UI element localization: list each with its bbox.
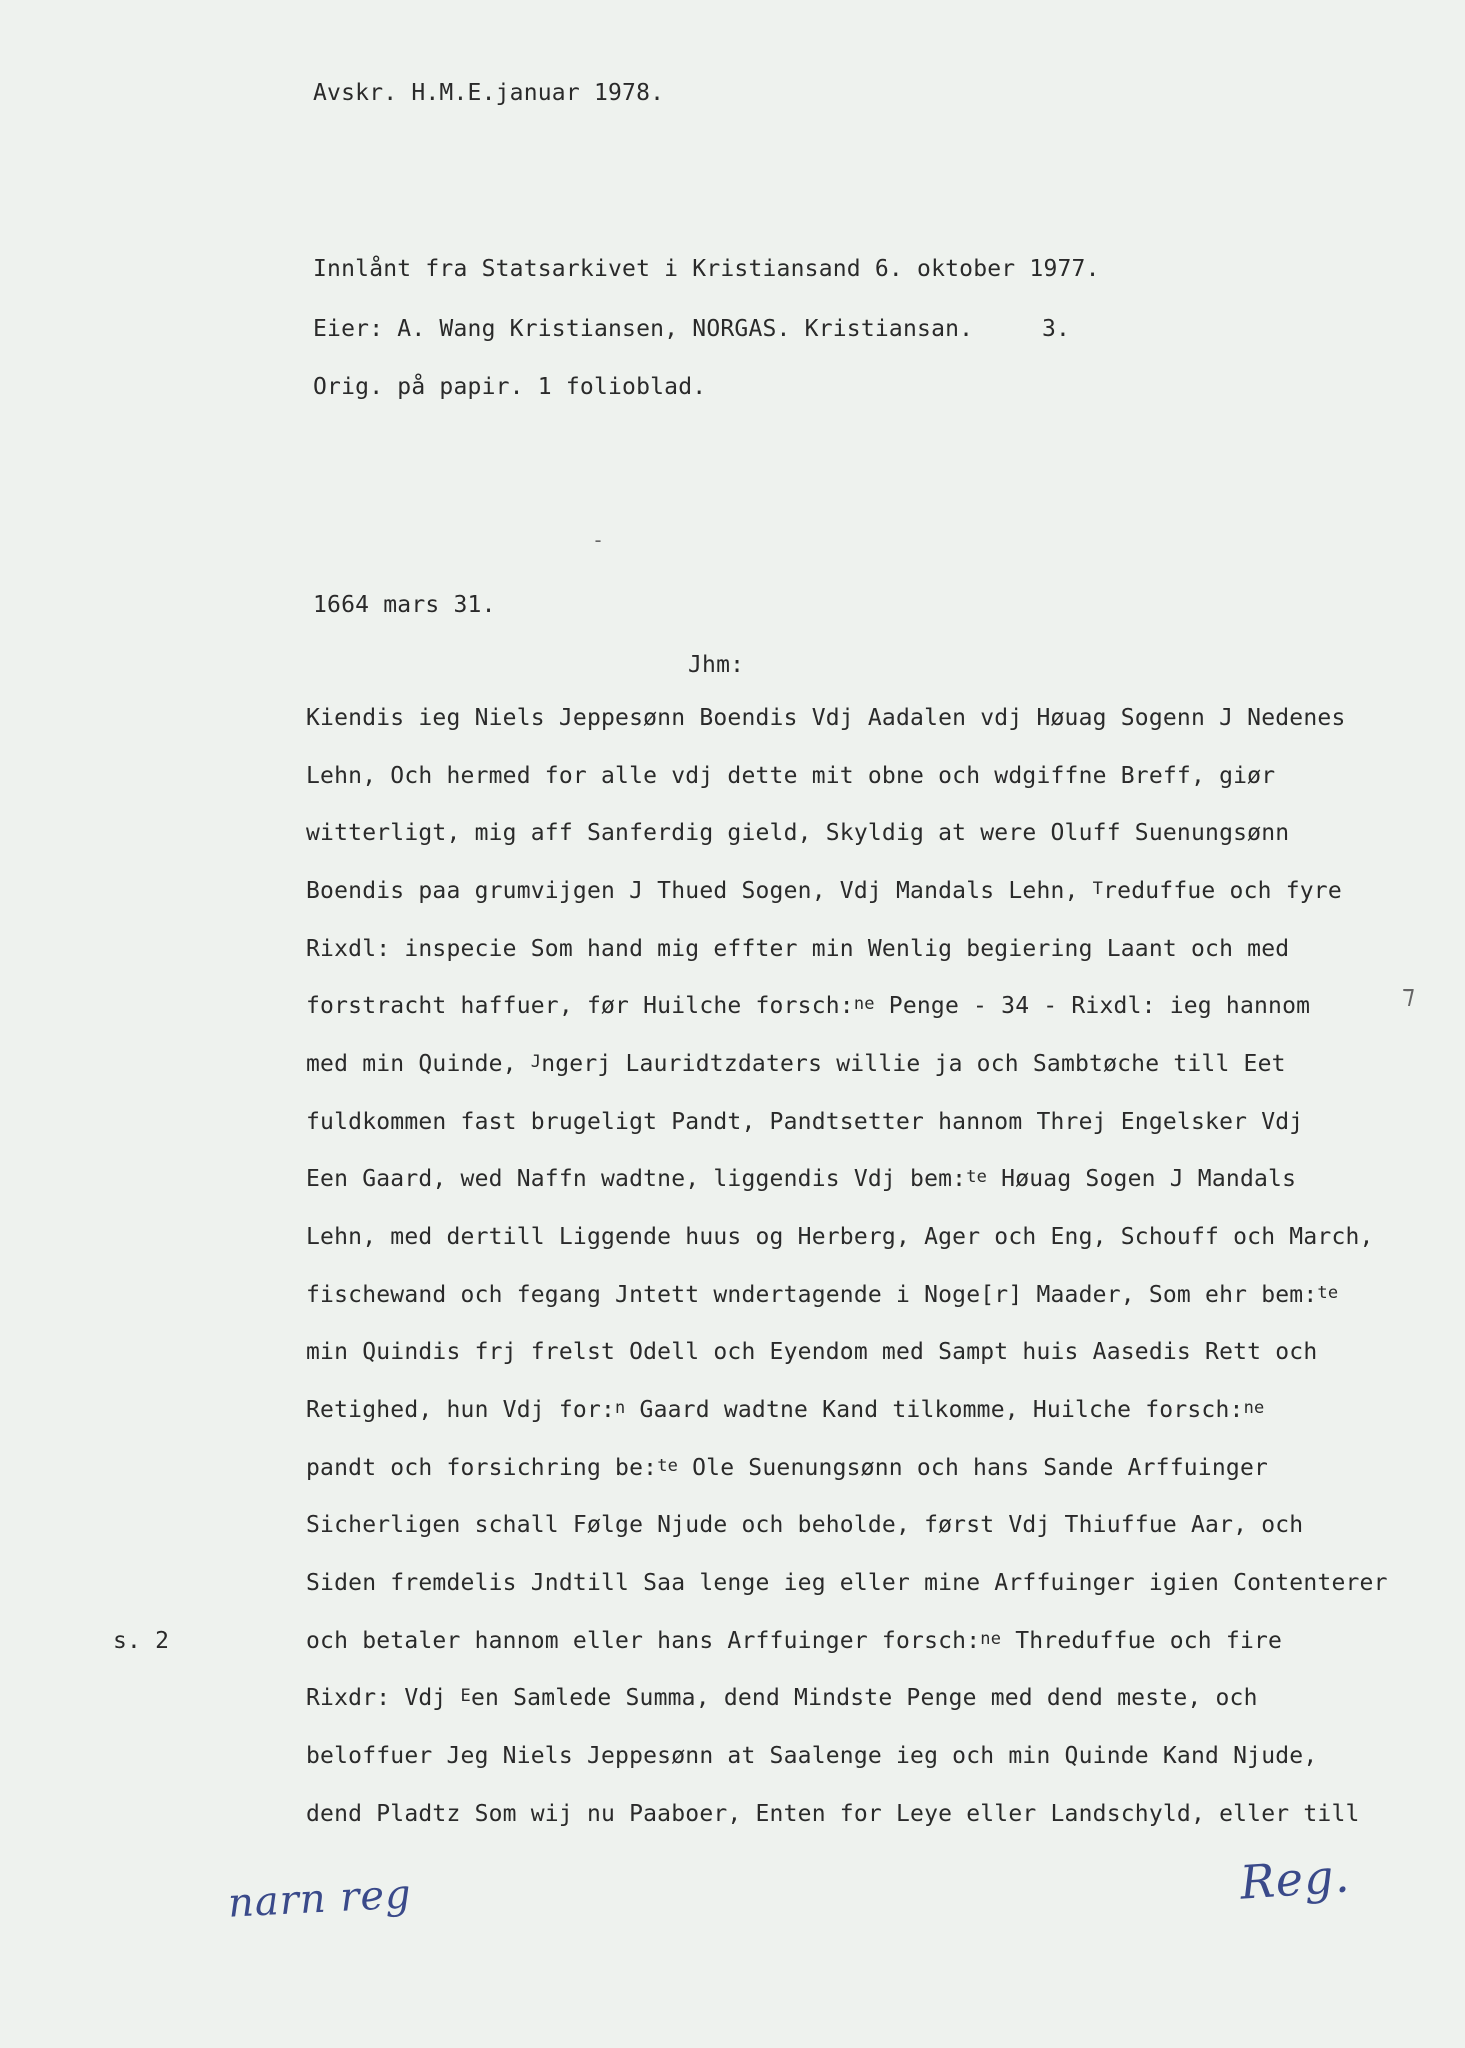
- invocation: Jhm:: [688, 652, 745, 678]
- text-line-8: fuldkommen fast brugeligt Pandt, Pandtsetter hannom Threj Engelsker Vdj: [306, 1109, 1304, 1135]
- superscript: E: [460, 1686, 471, 1706]
- superscript: T: [1092, 879, 1104, 899]
- text-line-1: Kiendis ieg Niels Jeppesønn Boendis Vdj Aadalen vdj Høuag Sogenn J Nedenes: [306, 705, 1346, 731]
- text-line-10: Lehn, med dertill Liggende huus og Herberg, Ager och Eng, Schouff och March,: [306, 1224, 1374, 1250]
- margin-mark: ⁊: [1402, 980, 1415, 1010]
- superscript: te: [657, 1456, 679, 1476]
- text-line-6: forstracht haffuer, før Huilche forsch:$^{ne}$ Penge - 34 - Rixdl: ieg hannom: [306, 993, 1311, 1019]
- text-line-19: beloffuer Jeg Niels Jeppesønn at Saalenge ieg och min Quinde Kand Njude,: [306, 1743, 1318, 1769]
- superscript: te: [1317, 1283, 1339, 1303]
- text-line-16: Siden fremdelis Jndtill Saa lenge ieg eller mine Arffuinger igien Contenterer: [306, 1570, 1388, 1596]
- superscript: te: [966, 1167, 988, 1187]
- text-line-9: Een Gaard, wed Naffn wadtne, liggendis Vdj bem:$^{te}$ Høuag Sogen J Mandals: [306, 1166, 1297, 1192]
- superscript: ne: [853, 994, 875, 1014]
- transcription-note: Avskr. H.M.E.januar 1978.: [313, 80, 665, 106]
- superscript: n: [615, 1398, 626, 1418]
- text-line-14: pandt och forsichring be:$^{te}$ Ole Suenungsønn och hans Sande Arffuinger: [306, 1455, 1269, 1481]
- owner-line: Eier: A. Wang Kristiansen, NORGAS. Kristiansan.: [313, 316, 974, 342]
- text-line-4: Boendis paa grumvijgen J Thued Sogen, Vdj Mandals Lehn, $^T$reduffue och fyre: [306, 878, 1342, 904]
- superscript: ne: [1243, 1398, 1265, 1418]
- text-line-17: och betaler hannom eller hans Arffuinger forsch:$^{ne}$ Threduffue och fire: [306, 1628, 1283, 1654]
- text-line-3: witterligt, mig aff Sanferdig gield, Skyldig at were Oluff Suenungsønn: [306, 820, 1290, 846]
- text-line-7: med min Quinde, $^J$ngerj Lauridtzdaters willie ja och Sambtøche till Eet: [306, 1051, 1286, 1077]
- text-line-15: Sicherligen schall Følge Njude och beholde, først Vdj Thiuffue Aar, och: [306, 1512, 1304, 1538]
- handwritten-note-left: narn reg: [226, 1871, 413, 1927]
- text-line-5: Rixdl: inspecie Som hand mig effter min Wenlig begiering Laant och med: [306, 936, 1290, 962]
- superscript: J: [530, 1052, 542, 1072]
- stray-mark: ‑: [592, 528, 605, 552]
- margin-page-ref: s. 2: [113, 1628, 170, 1654]
- owner-number: 3.: [1042, 316, 1071, 342]
- handwritten-note-right: Reg.: [1238, 1848, 1352, 1910]
- text-line-12: min Quindis frj frelst Odell och Eyendom med Sampt huis Aasedis Rett och: [306, 1339, 1318, 1365]
- original-line: Orig. på papir. 1 folioblad.: [313, 374, 707, 400]
- text-line-11: fischewand och fegang Jntett wndertagende i Noge[r] Maader, Som ehr bem:$^{te}$: [306, 1282, 1339, 1308]
- superscript: ne: [980, 1629, 1002, 1649]
- text-line-18: Rixdr: Vdj $^E$en Samlede Summa, dend Mindste Penge med dend meste, och: [306, 1685, 1258, 1711]
- text-line-20: dend Pladtz Som wij nu Paaboer, Enten for Leye eller Landschyld, eller till: [306, 1801, 1360, 1827]
- loan-line: Innlånt fra Statsarkivet i Kristiansand 6. oktober 1977.: [313, 256, 1100, 282]
- text-line-2: Lehn, Och hermed for alle vdj dette mit obne och wdgiffne Breff, giør: [306, 763, 1276, 789]
- text-line-13: Retighed, hun Vdj for:$^n$ Gaard wadtne Kand tilkomme, Huilche forsch:$^{ne}$: [306, 1397, 1265, 1423]
- document-date: 1664 mars 31.: [313, 592, 496, 618]
